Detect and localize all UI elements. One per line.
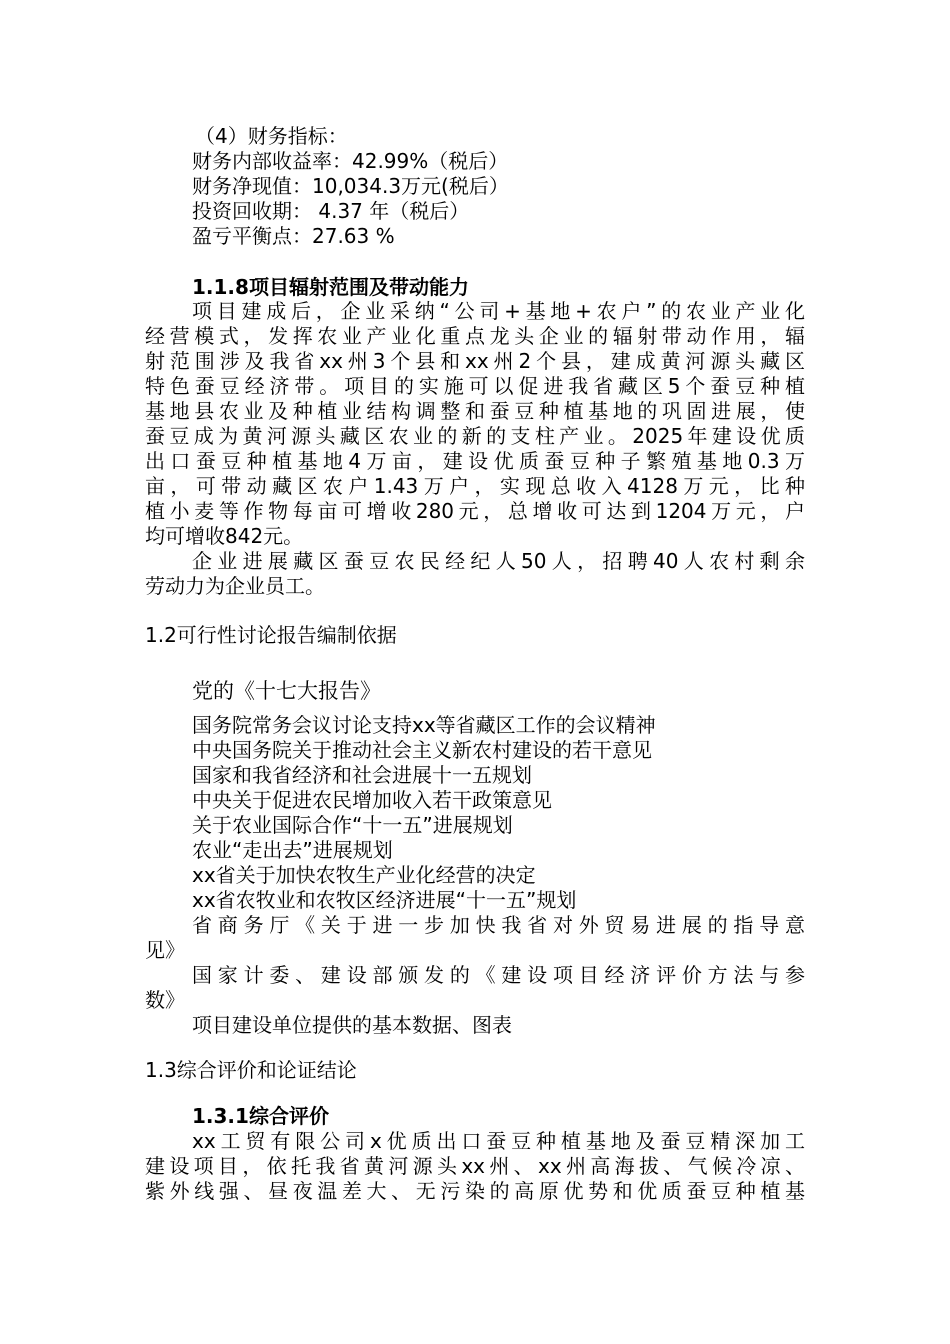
paragraph-line: 劳动力为企业员工。 (145, 574, 325, 598)
basis-item: 农业“走出去”进展规划 (192, 838, 393, 862)
paragraph-line: 射范围涉及我省xx州3个县和xx州2个县，建成黄河源头藏区 (145, 349, 805, 373)
basis-item: xx省农牧业和农牧区经济进展“十一五”规划 (192, 888, 577, 912)
basis-item: 中央关于促进农民增加收入若干政策意见 (192, 788, 552, 812)
basis-item: 国家计委、建设部颁发的《建设项目经济评价方法与参 (192, 963, 805, 987)
basis-item: 见》 (145, 938, 185, 962)
basis-item: 数》 (145, 988, 185, 1012)
basis-item: 国务院常务会议讨论支持xx等省藏区工作的会议精神 (192, 713, 656, 737)
paragraph-line: 紫外线强、昼夜温差大、无污染的高原优势和优质蚕豆种植基 (145, 1179, 805, 1203)
paragraph-line: 经营模式，发挥农业产业化重点龙头企业的辐射带动作用，辐 (145, 324, 805, 348)
finance-payback: 投资回收期： 4.37 年（税后） (192, 199, 470, 223)
finance-heading: （4）财务指标： (195, 124, 348, 148)
finance-irr: 财务内部收益率：42.99%（税后） (192, 149, 509, 173)
paragraph-line: 蚕豆成为黄河源头藏区农业的新的支柱产业。2025年建设优质 (145, 424, 805, 448)
paragraph-line: 出口蚕豆种植基地4万亩，建设优质蚕豆种子繁殖基地0.3万 (145, 449, 805, 473)
paragraph-line: 企业进展藏区蚕豆农民经纪人50人，招聘40人农村剩余 (192, 549, 805, 573)
basis-item: 省商务厅《关于进一步加快我省对外贸易进展的指导意 (192, 913, 805, 937)
section-1-2-title: 1.2可行性讨论报告编制依据 (145, 623, 397, 647)
basis-item: 中央国务院关于推动社会主义新农村建设的若干意见 (192, 738, 652, 762)
paragraph-line: 建设项目，依托我省黄河源头xx州、xx州高海拔、气候冷凉、 (145, 1154, 805, 1178)
paragraph-line: 特色蚕豆经济带。项目的实施可以促进我省藏区5个蚕豆种植 (145, 374, 805, 398)
basis-item: xx省关于加快农牧生产业化经营的决定 (192, 863, 536, 887)
basis-item: 党的《十七大报告》 (192, 679, 381, 703)
basis-item: 关于农业国际合作“十一五”进展规划 (192, 813, 513, 837)
paragraph-line: xx工贸有限公司x优质出口蚕豆种植基地及蚕豆精深加工 (192, 1129, 805, 1153)
paragraph-line: 亩，可带动藏区农户1.43万户，实现总收入4128万元，比种 (145, 474, 805, 498)
section-1-3-1-title: 1.3.1综合评价 (192, 1104, 329, 1128)
paragraph-line: 基地县农业及种植业结构调整和蚕豆种植基地的巩固进展，使 (145, 399, 805, 423)
paragraph-line: 项目建成后，企业采纳“公司+基地+农户”的农业产业化 (192, 299, 805, 323)
finance-npv: 财务净现值：10,034.3万元(税后） (192, 174, 509, 198)
paragraph-line: 均可增收842元。 (145, 524, 304, 548)
section-1-3-title: 1.3综合评价和论证结论 (145, 1058, 357, 1082)
section-1-1-8-title: 1.1.8项目辐射范围及带动能力 (192, 275, 469, 299)
finance-breakeven: 盈亏平衡点：27.63 % (192, 224, 395, 248)
basis-item: 项目建设单位提供的基本数据、图表 (192, 1013, 512, 1037)
paragraph-line: 植小麦等作物每亩可增收280元，总增收可达到1204万元，户 (145, 499, 805, 523)
basis-item: 国家和我省经济和社会进展十一五规划 (192, 763, 532, 787)
